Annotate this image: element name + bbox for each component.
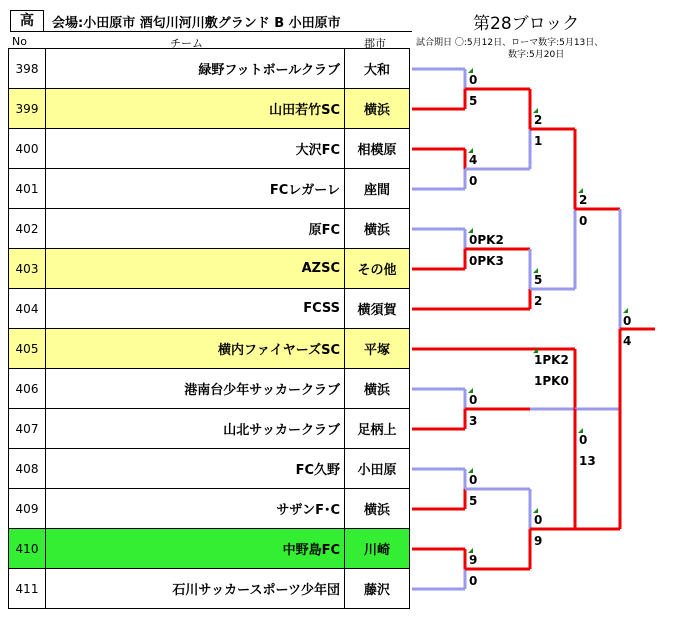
team-number: 408: [9, 449, 46, 489]
venue-label: 会場:小田原市 酒匂川河川敷グランド B 小田原市: [52, 16, 341, 31]
team-name: サザンF･C: [46, 489, 345, 529]
team-number: 407: [9, 409, 46, 449]
team-number: 406: [9, 369, 46, 409]
match-score: 5: [469, 94, 478, 108]
team-name: 山田若竹SC: [46, 89, 345, 129]
team-name: FCSS: [46, 289, 345, 329]
block-title: 第28ブロック: [473, 14, 580, 34]
team-name: 石川サッカースポーツ少年団: [46, 569, 345, 609]
team-number: 409: [9, 489, 46, 529]
match-score: 0: [469, 574, 478, 588]
team-city: 足柄上: [345, 409, 410, 449]
match-score: 0PK3: [469, 254, 504, 268]
team-city: 横浜: [345, 209, 410, 249]
legend-line-1: 試合期日 〇:5月12日、ローマ数字:5月13日、: [416, 38, 604, 48]
team-number: 410: [9, 529, 46, 569]
match-score: 9: [534, 534, 543, 548]
match-score: 0: [469, 73, 478, 87]
match-score: 0: [579, 214, 588, 228]
team-number: 400: [9, 129, 46, 169]
team-number: 398: [9, 49, 46, 89]
team-name: 横内ファイヤーズSC: [46, 329, 345, 369]
match-score: 4: [623, 334, 632, 348]
team-city: その他: [345, 249, 410, 289]
match-score: 1PK2: [534, 353, 569, 367]
match-score: 0: [534, 513, 543, 527]
match-score: 0: [469, 473, 478, 487]
match-score: 0: [623, 314, 632, 328]
match-score: 2: [534, 113, 543, 127]
match-score: 2: [534, 294, 543, 308]
column-header-no: No: [12, 35, 27, 48]
match-score: 0: [579, 433, 588, 447]
team-city: 横浜: [345, 89, 410, 129]
team-number: 402: [9, 209, 46, 249]
team-number: 404: [9, 289, 46, 329]
match-score: 1: [534, 134, 543, 148]
team-city: 横浜: [345, 489, 410, 529]
match-score: 0: [469, 393, 478, 407]
team-number: 411: [9, 569, 46, 609]
match-score: 0PK2: [469, 233, 504, 247]
team-city: 相模原: [345, 129, 410, 169]
column-header-team: チーム: [170, 37, 203, 50]
team-city: 藤沢: [345, 569, 410, 609]
match-score: 3: [469, 414, 478, 428]
match-score: 13: [579, 454, 596, 468]
team-name: FC久野: [46, 449, 345, 489]
team-city: 川崎: [345, 529, 410, 569]
team-city: 平塚: [345, 329, 410, 369]
team-number: 405: [9, 329, 46, 369]
match-score: 4: [469, 153, 478, 167]
match-score: 0: [469, 174, 478, 188]
match-score: 2: [579, 193, 588, 207]
match-marker: [623, 308, 628, 313]
team-number: 401: [9, 169, 46, 209]
team-name: 大沢FC: [46, 129, 345, 169]
grade-badge: 高: [10, 10, 44, 32]
legend-line-2: 数字:5月20日: [508, 50, 565, 60]
team-city: 座間: [345, 169, 410, 209]
team-city: 横浜: [345, 369, 410, 409]
team-name: 原FC: [46, 209, 345, 249]
team-name: FCレガーレ: [46, 169, 345, 209]
match-score: 5: [469, 494, 478, 508]
team-number: 399: [9, 89, 46, 129]
team-name: 山北サッカークラブ: [46, 409, 345, 449]
column-header-city: 郡市: [364, 37, 386, 50]
team-name: 緑野フットボールクラブ: [46, 49, 345, 89]
team-city: 大和: [345, 49, 410, 89]
team-city: 小田原: [345, 449, 410, 489]
team-name: AZSC: [46, 249, 345, 289]
match-score: 5: [534, 273, 543, 287]
team-name: 港南台少年サッカークラブ: [46, 369, 345, 409]
match-score: 1PK0: [534, 374, 569, 388]
team-name: 中野島FC: [46, 529, 345, 569]
team-city: 横須賀: [345, 289, 410, 329]
team-number: 403: [9, 249, 46, 289]
match-score: 9: [469, 553, 478, 567]
